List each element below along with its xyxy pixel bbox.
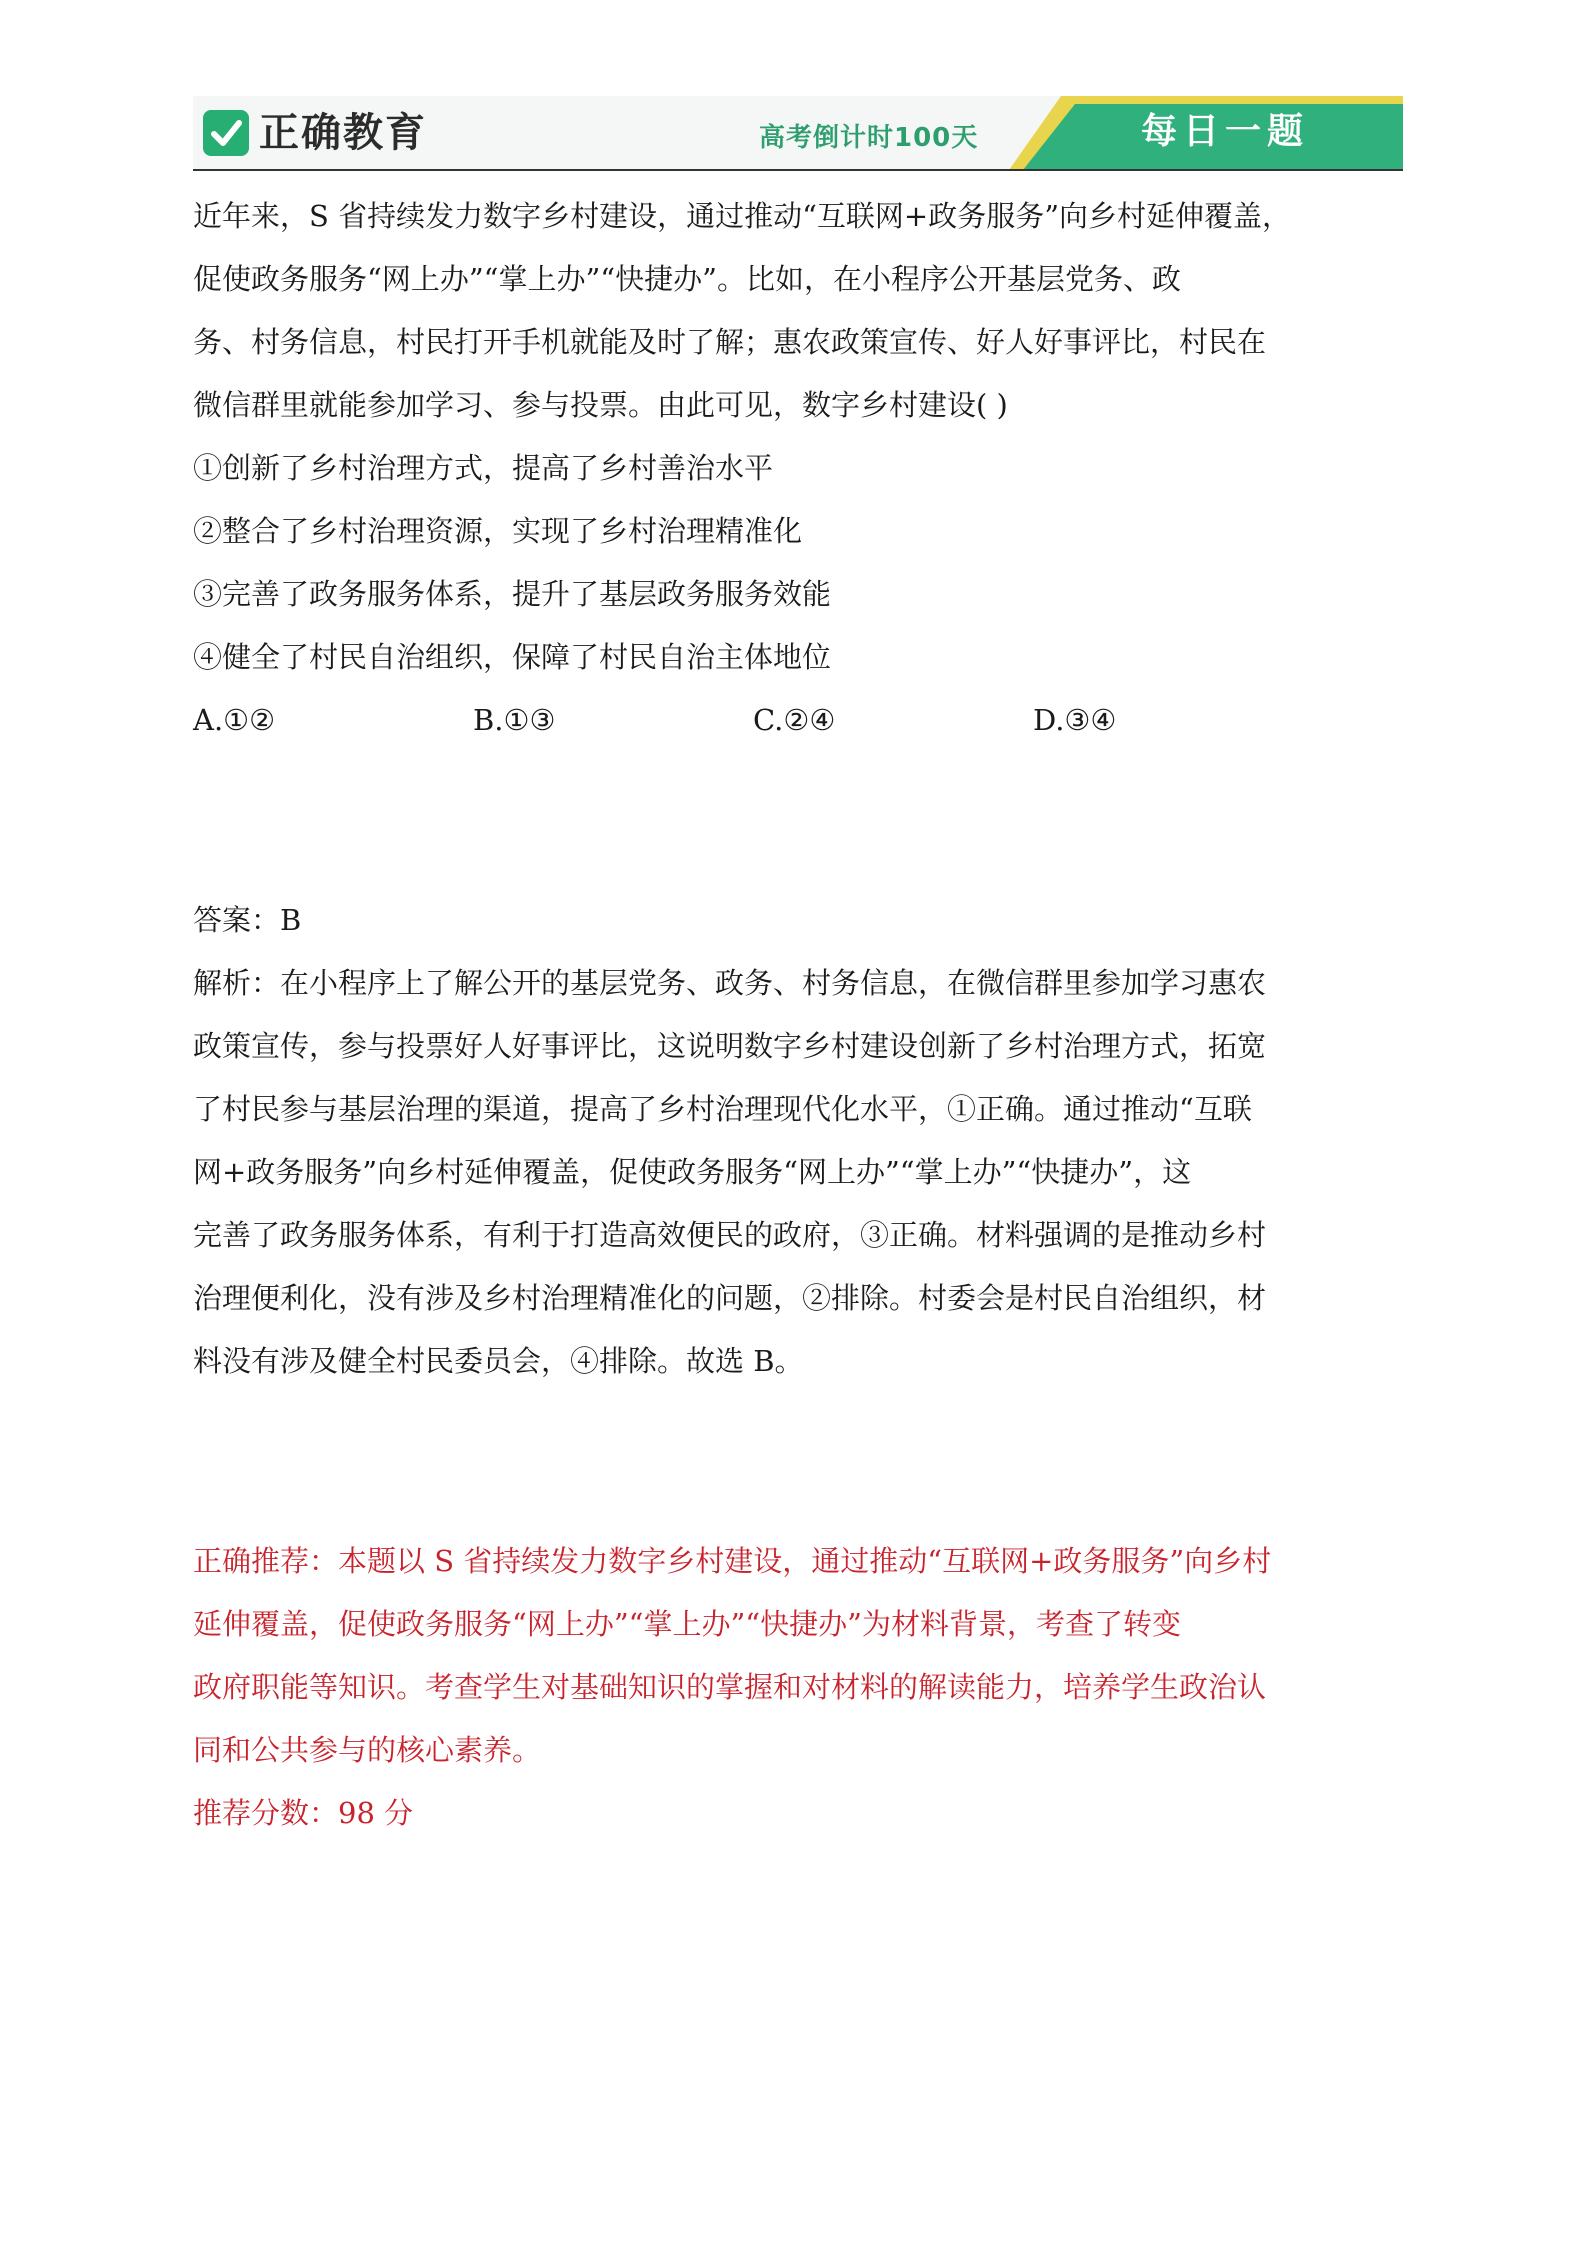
option-c: C.②④ <box>753 703 836 737</box>
spacer <box>193 752 1408 889</box>
statement-item: ②整合了乡村治理资源，实现了乡村治理精准化 <box>193 514 803 548</box>
analysis-line: 完善了政务服务体系，有利于打造高效便民的政府，③正确。材料强调的是推动乡村 <box>193 1218 1267 1252</box>
statement-item: ④健全了村民自治组织，保障了村民自治主体地位 <box>193 640 832 674</box>
analysis-line: 政策宣传，参与投票好人好事评比，这说明数字乡村建设创新了乡村治理方式，拓宽 <box>193 1029 1267 1063</box>
analysis-line: 解析：在小程序上了解公开的基层党务、政务、村务信息，在微信群里参加学习惠农 <box>193 966 1267 1000</box>
countdown-label: 高考倒计时100天 <box>759 123 979 153</box>
header-divider <box>193 169 1403 171</box>
recommend-line: 政府职能等知识。考查学生对基础知识的掌握和对材料的解读能力，培养学生政治认 <box>193 1670 1267 1704</box>
recommend-line: 正确推荐：本题以 S 省持续发力数字乡村建设，通过推动“互联网+政务服务”向乡村 <box>193 1544 1272 1578</box>
answer-options <box>193 689 1408 752</box>
statement-item: ③完善了政务服务体系，提升了基层政务服务效能 <box>193 577 832 611</box>
statement-item: ①创新了乡村治理方式，提高了乡村善治水平 <box>193 451 774 485</box>
option-a: A.①② <box>193 703 276 737</box>
option-d: D.③④ <box>1033 703 1117 737</box>
analysis-line: 料没有涉及健全村民委员会，④排除。故选 B。 <box>193 1344 804 1378</box>
analysis-line: 了村民参与基层治理的渠道，提高了乡村治理现代化水平，①正确。通过推动“互联 <box>193 1092 1252 1126</box>
check-icon <box>203 110 249 156</box>
stem-line: 务、村务信息，村民打开手机就能及时了解；惠农政策宣传、好人好事评比，村民在 <box>193 325 1267 359</box>
brand-name: 正确教育 <box>259 110 427 156</box>
stem-line: 促使政务服务“网上办”“掌上办”“快捷办”。比如，在小程序公开基层党务、政 <box>193 262 1181 296</box>
statement-list <box>193 437 1408 689</box>
analysis-line: 网+政务服务”向乡村延伸覆盖，促使政务服务“网上办”“掌上办”“快捷办”，这 <box>193 1155 1192 1189</box>
document-body <box>193 185 1408 1845</box>
analysis-line: 治理便利化，没有涉及乡村治理精准化的问题，②排除。村委会是村民自治组织，材 <box>193 1281 1267 1315</box>
option-b: B.①③ <box>473 703 556 737</box>
spacer <box>193 1393 1408 1530</box>
recommend-line: 同和公共参与的核心素养。 <box>193 1733 542 1767</box>
analysis <box>193 952 1408 1393</box>
daily-question-title: 每日一题 <box>1141 111 1310 152</box>
answer-line: 答案：B <box>193 903 302 937</box>
recommend-score: 推荐分数：98 分 <box>193 1796 414 1830</box>
question-stem <box>193 185 1408 437</box>
header-bar <box>193 96 1403 170</box>
recommendation <box>193 1530 1408 1845</box>
stem-line: 微信群里就能参加学习、参与投票。由此可见，数字乡村建设( ) <box>193 388 1008 422</box>
stem-line: 近年来，S 省持续发力数字乡村建设，通过推动“互联网+政务服务”向乡村延伸覆盖， <box>193 199 1292 233</box>
recommend-line: 延伸覆盖，促使政务服务“网上办”“掌上办”“快捷办”为材料背景，考查了转变 <box>193 1607 1181 1641</box>
